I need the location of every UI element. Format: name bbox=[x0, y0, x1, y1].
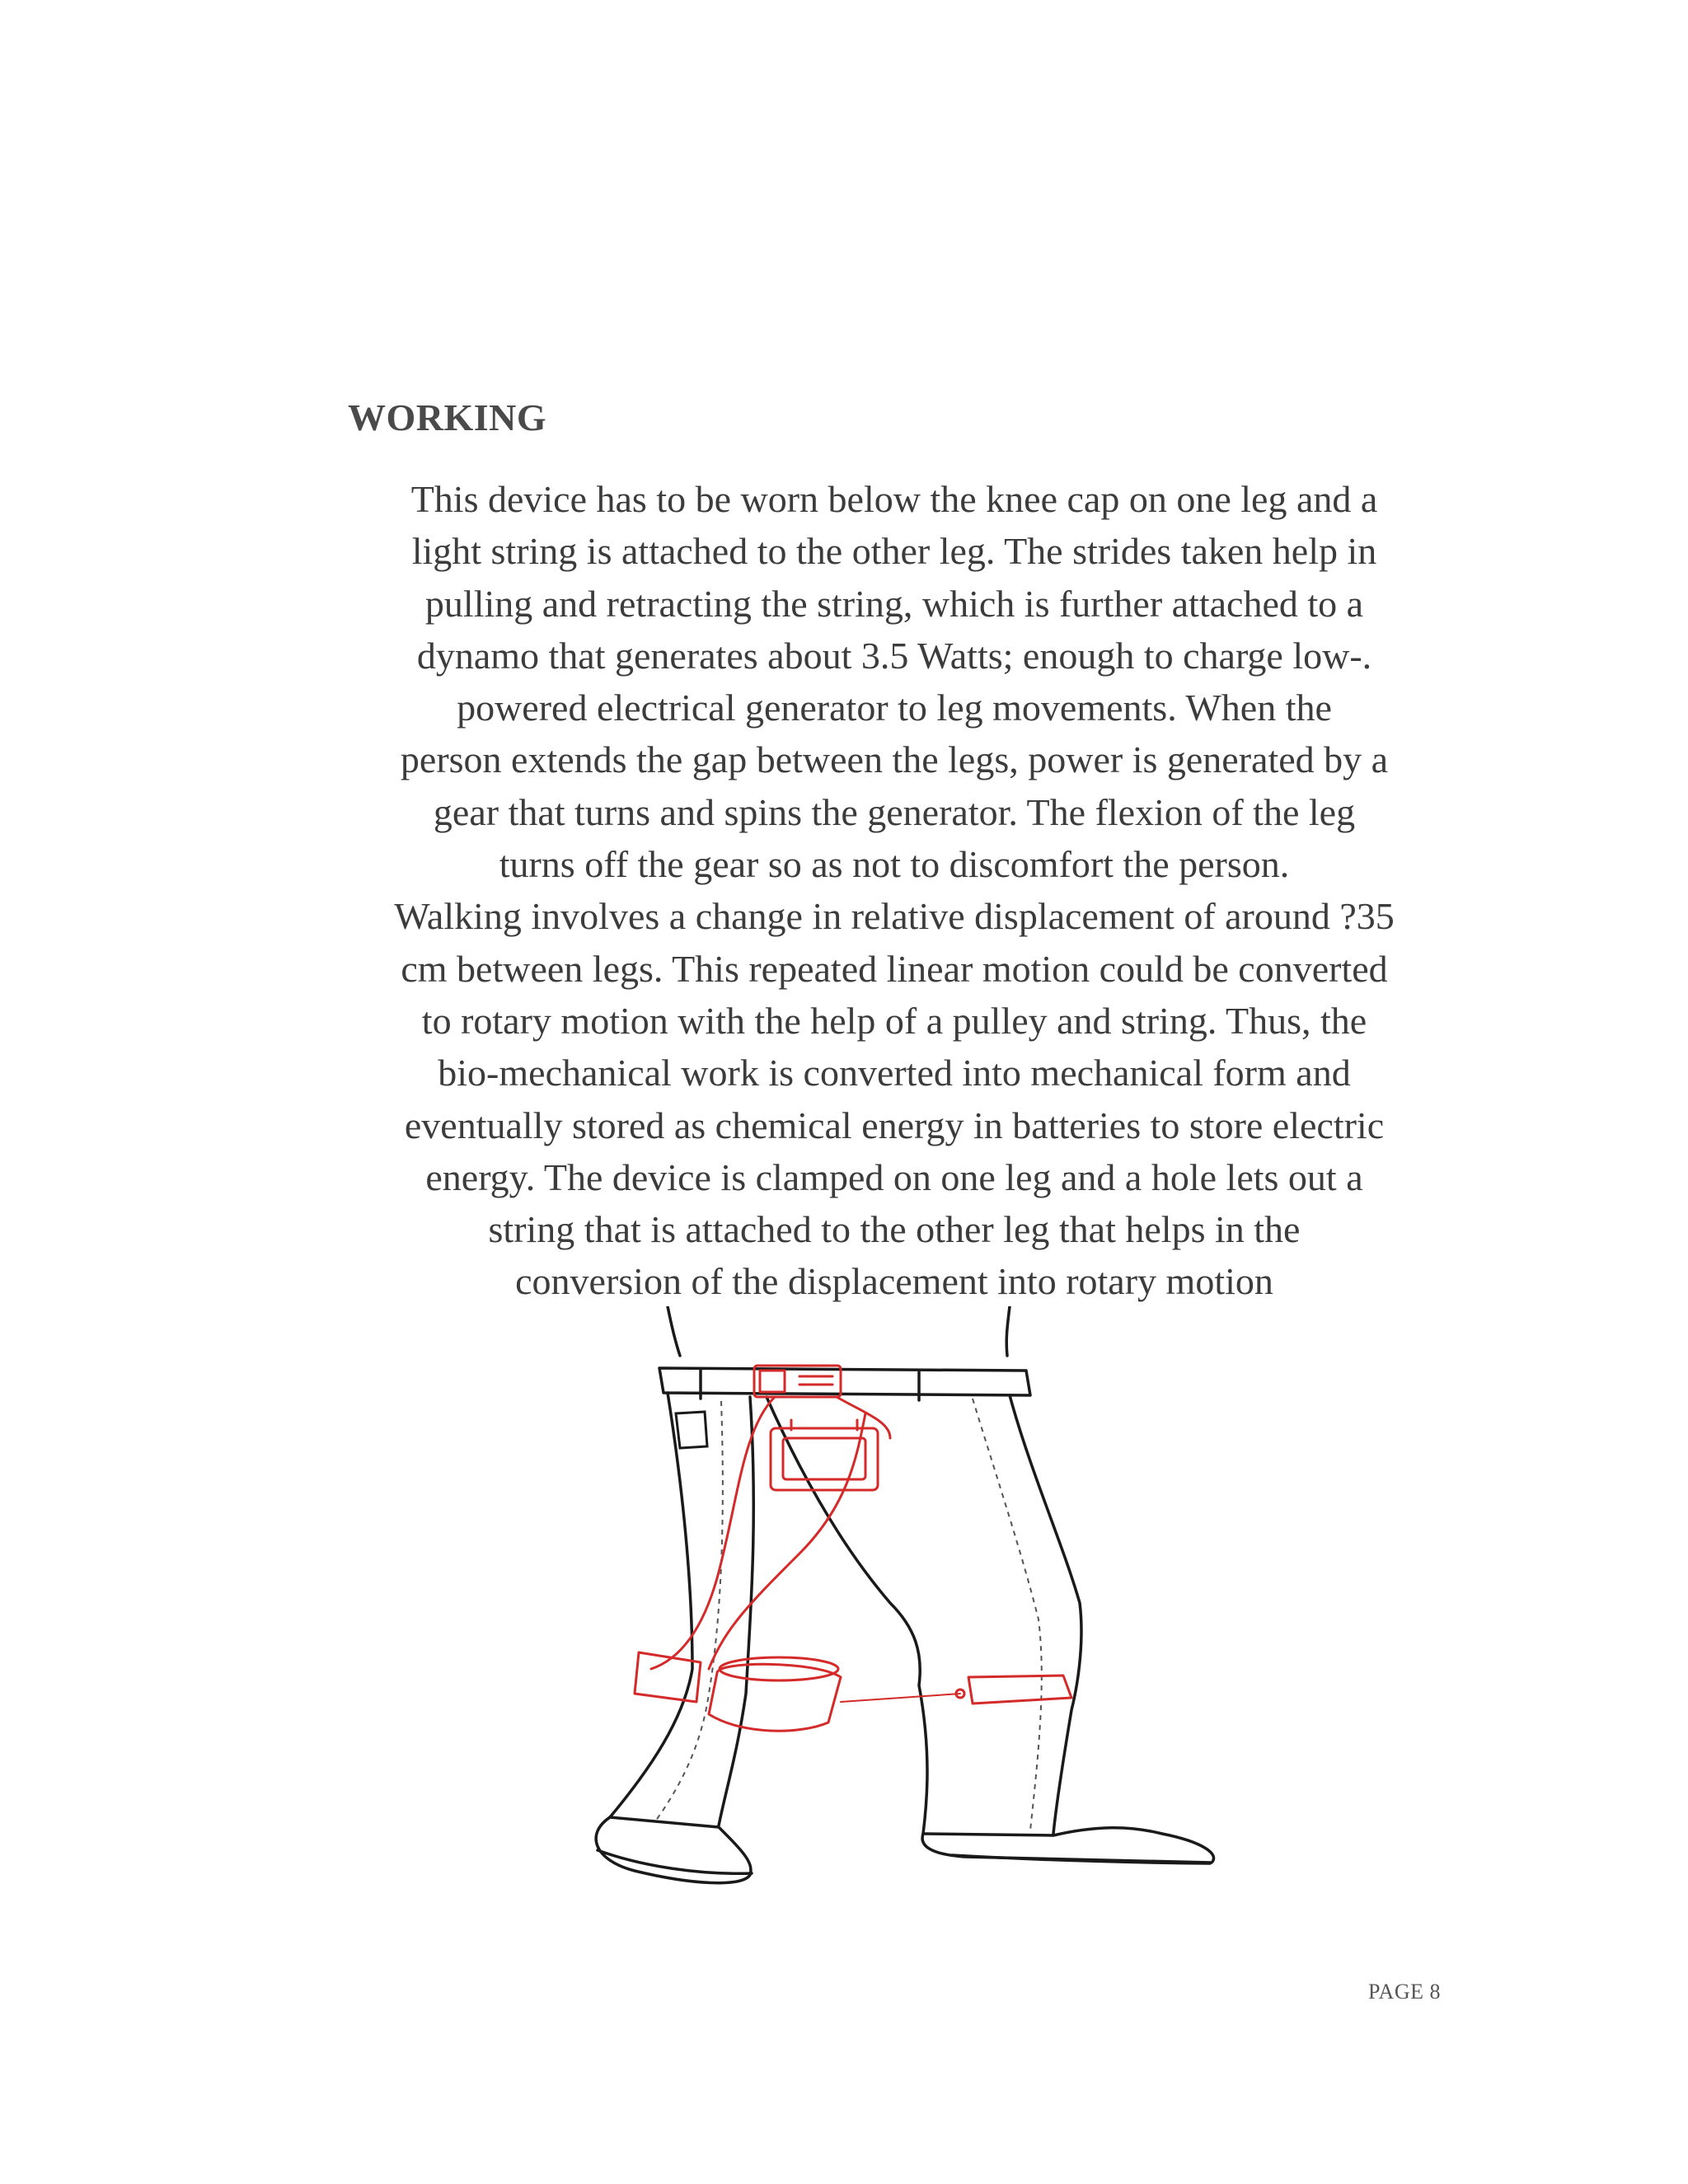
body-line: turns off the gear so as not to discomfort the person. bbox=[499, 843, 1290, 886]
legs-outline bbox=[596, 1306, 1213, 1883]
page-number: PAGE 8 bbox=[1367, 1980, 1441, 2004]
body-line: bio-mechanical work is converted into mechanical form and bbox=[438, 1052, 1351, 1094]
body-line: dynamo that generates about 3.5 Watts; enough to charge low-. bbox=[416, 634, 1372, 677]
body-line: light string is attached to the other leg. The strides taken help in bbox=[411, 530, 1377, 573]
body-line: This device has to be worn below the knee cap on one leg and a bbox=[410, 478, 1378, 520]
energy-harvesting-device bbox=[635, 1366, 1071, 1731]
section-heading: WORKING bbox=[348, 396, 547, 438]
body-line: to rotary motion with the help of a pulley and string. Thus, the bbox=[421, 999, 1367, 1042]
body-line: powered electrical generator to leg movements. When the bbox=[457, 687, 1332, 729]
body-line: pulling and retracting the string, which is further attached to a bbox=[424, 582, 1364, 625]
body-paragraph bbox=[346, 473, 1442, 1308]
body-line: gear that turns and spins the generator. The flexion of the leg bbox=[433, 790, 1356, 833]
body-line: energy. The device is clamped on one leg and a hole lets out a bbox=[425, 1155, 1363, 1198]
body-line: person extends the gap between the legs, power is generated by a bbox=[400, 738, 1389, 781]
body-line: conversion of the displacement into rotary motion bbox=[515, 1260, 1273, 1303]
body-line: Walking involves a change in relative displacement of around ?35 bbox=[394, 895, 1395, 938]
knee-strap-right bbox=[968, 1675, 1071, 1704]
body-line: string that is attached to the other leg that helps in the bbox=[488, 1208, 1301, 1251]
body-line: cm between legs. This repeated linear motion could be converted bbox=[401, 947, 1388, 990]
side-pocket bbox=[676, 1412, 707, 1448]
walking-legs-device-illustration bbox=[503, 1306, 1286, 1924]
jean-seams bbox=[655, 1399, 1042, 1830]
body-line: eventually stored as chemical energy in batteries to store electric bbox=[404, 1104, 1385, 1146]
